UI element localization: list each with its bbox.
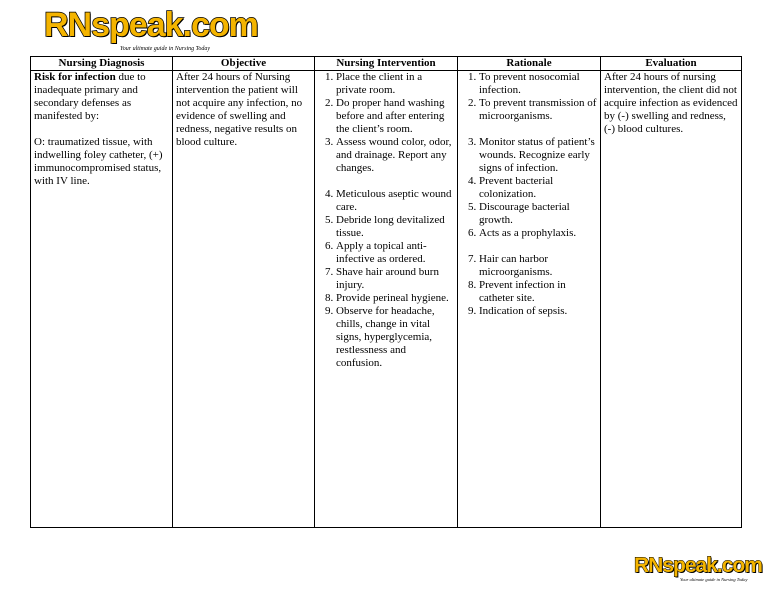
header-objective: Objective: [173, 57, 315, 71]
brand-tagline-footer: Your ultimate guide in Nursing Today: [680, 577, 748, 582]
list-item: 8. Provide perineal hygiene.: [336, 292, 454, 305]
list-item: 4. Meticulous aseptic wound care.: [336, 188, 454, 214]
list-item: 8. Prevent infection in catheter site.: [479, 279, 597, 305]
diagnosis-statement: [34, 71, 169, 123]
rationale-list: [461, 71, 597, 318]
brand-name-footer: RNspeak.com: [634, 554, 762, 577]
brand-logo-bottom: [634, 554, 762, 582]
list-item: 5. Discourage bacterial growth.: [479, 201, 597, 227]
header-nursing-intervention: Nursing Intervention: [315, 57, 458, 71]
brand-name: RNspeak.com: [44, 6, 258, 44]
list-item: 5. Debride long devitalized tissue.: [336, 214, 454, 240]
list-item: 9. Observe for headache, chills, change in vital signs, hyperglycemia, restlessness and confusion.: [336, 305, 454, 370]
diagnosis-text: due to inadequate primary and secondary defenses as manifested by:: [34, 71, 146, 122]
list-item: 3. Monitor status of patient’s wounds. Recognize early signs of infection.: [479, 136, 597, 175]
header-nursing-diagnosis: Nursing Diagnosis: [31, 57, 173, 71]
evaluation-cell: After 24 hours of nursing intervention, the client did not acquire infection as evidenced by (-) swelling and redness, (-) blood cultures.: [601, 71, 742, 528]
list-item: 1. Place the client in a private room.: [336, 71, 454, 97]
list-item: 6. Acts as a prophylaxis.: [479, 227, 597, 240]
brand-tagline: Your ultimate guide in Nursing Today: [120, 46, 211, 52]
list-item: 9. Indication of sepsis.: [479, 305, 597, 318]
list-item: 6. Apply a topical anti-infective as ordered.: [336, 240, 454, 266]
objective-data: O: traumatized tissue, with indwelling foley catheter, (+) immunocompromised status, with IV line.: [34, 136, 163, 187]
table-header-row: [31, 57, 742, 71]
diagnosis-cell: [31, 71, 173, 528]
list-item: 1. To prevent nosocomial infection.: [479, 71, 597, 97]
brand-logo-top: [44, 6, 258, 52]
rationale-cell: [458, 71, 601, 528]
list-item: 3. Assess wound color, odor, and drainage. Report any changes.: [336, 136, 454, 175]
table-row: [31, 71, 742, 528]
list-item: 4. Prevent bacterial colonization.: [479, 175, 597, 201]
header-rationale: Rationale: [458, 57, 601, 71]
nursing-care-plan-table: [30, 56, 742, 528]
list-item: 2. Do proper hand washing before and after entering the client’s room.: [336, 97, 454, 136]
intervention-list: [318, 71, 454, 370]
list-item: 2. To prevent transmission of microorganisms.: [479, 97, 597, 123]
list-item: 7. Hair can harbor microorganisms.: [479, 253, 597, 279]
list-item: 7. Shave hair around burn injury.: [336, 266, 454, 292]
diagnosis-label: Risk for infection: [34, 71, 116, 83]
intervention-cell: [315, 71, 458, 528]
objective-cell: After 24 hours of Nursing intervention the patient will not acquire any infection, no evidence of swelling and redness, negative results on blood culture.: [173, 71, 315, 528]
header-evaluation: Evaluation: [601, 57, 742, 71]
